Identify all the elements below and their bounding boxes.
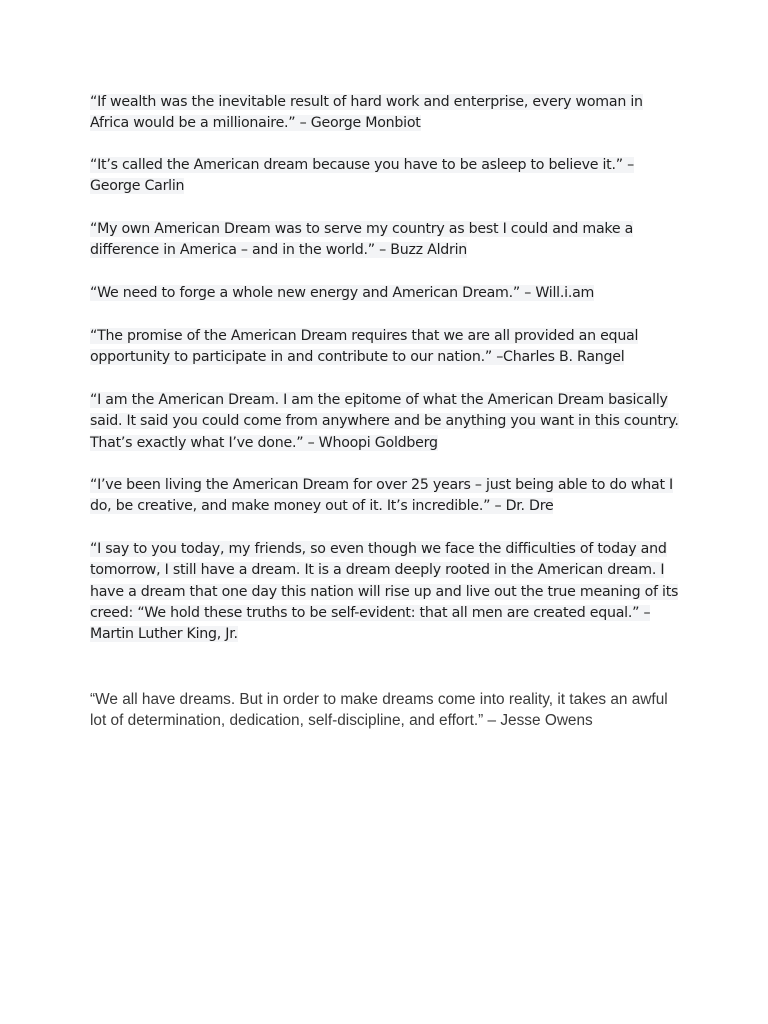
quote-text: “I say to you today, my friends, so even though we face the difficulties of today and tomorrow, I still have a dream. It is a dream deeply rooted in the American dream. I have a dream that one day this nation will rise up and live out the true meaning of its creed: “We hold these truths to be self-evident: that all men are created equal.” – Martin Luther King, Jr. <box>90 541 679 643</box>
quote-martin-luther-king <box>90 539 680 645</box>
quote-text: “The promise of the American Dream requires that we are all provided an equal opportunity to participate in and contribute to our nation.” –Charles B. Rangel <box>90 328 639 366</box>
quote-george-carlin <box>90 155 680 198</box>
quote-text: “If wealth was the inevitable result of hard work and enterprise, every woman in Africa would be a millionaire.” – George Monbiot <box>90 94 643 132</box>
quote-george-monbiot <box>90 92 680 135</box>
quote-charles-rangel <box>90 326 680 369</box>
quote-buzz-aldrin <box>90 219 680 262</box>
quote-jesse-owens <box>90 689 675 732</box>
quote-text: “I am the American Dream. I am the epitome of what the American Dream basically said. It said you could come from anywhere and be anything you want in this country. That’s exactly what I’ve done.” – Whoopi Goldberg <box>90 392 679 451</box>
quote-text: “We all have dreams. But in order to make dreams come into reality, it takes an awful lot of determination, dedication, self-discipline, and effort.” – Jesse Owens <box>90 691 668 730</box>
quote-whoopi-goldberg <box>90 390 680 454</box>
quote-dr-dre <box>90 475 680 518</box>
quote-text: “I’ve been living the American Dream for over 25 years – just being able to do what I do, be creative, and make money out of it. It’s incredible.” – Dr. Dre <box>90 477 673 515</box>
quote-will-i-am <box>90 283 680 304</box>
quote-text: “We need to forge a whole new energy and American Dream.” – Will.i.am <box>90 285 595 301</box>
quote-text: “My own American Dream was to serve my country as best I could and make a difference in America – and in the world.” – Buzz Aldrin <box>90 221 634 259</box>
quote-text: “It’s called the American dream because you have to be asleep to believe it.” – George Carlin <box>90 157 634 195</box>
